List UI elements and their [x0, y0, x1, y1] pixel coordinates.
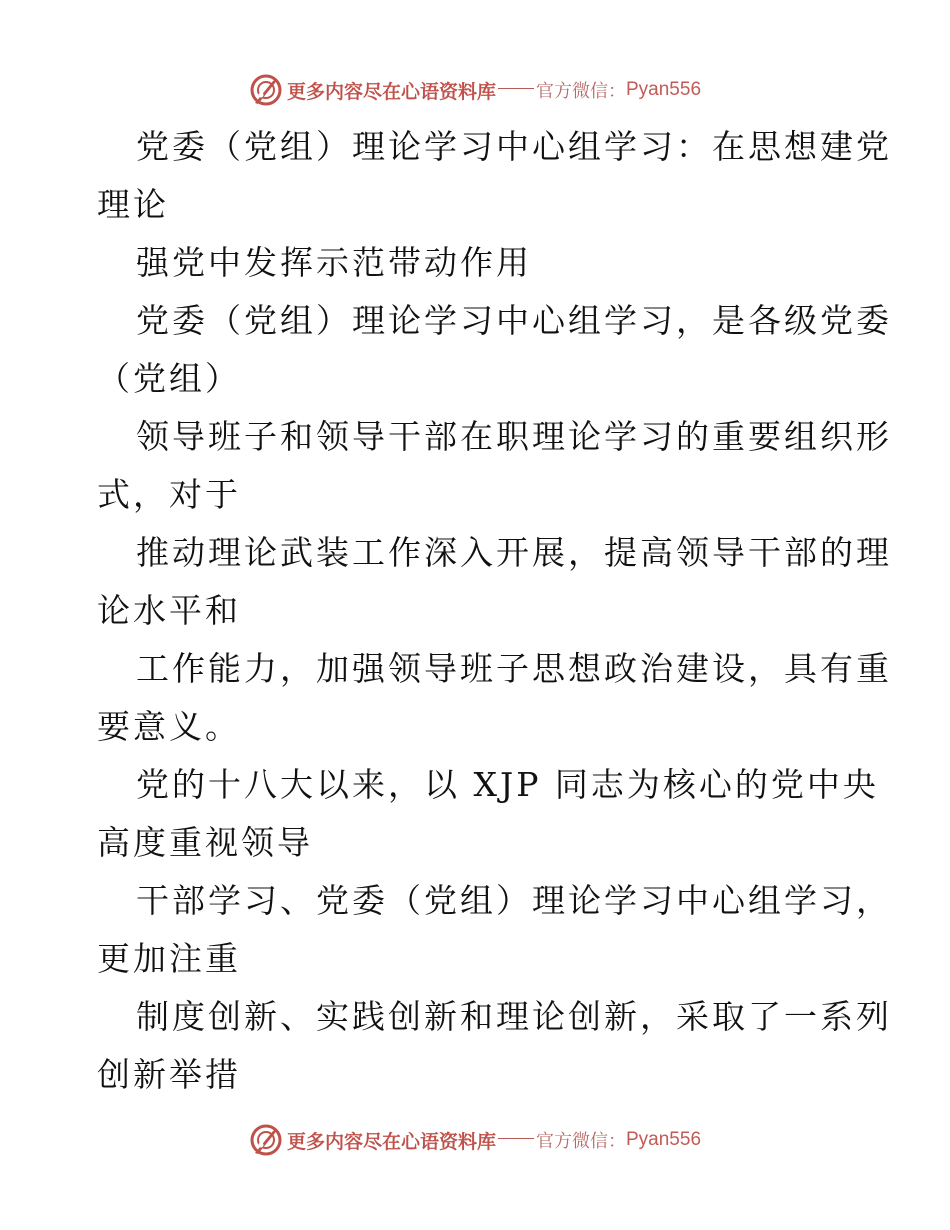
text-line: 高度重视领导: [97, 823, 313, 862]
header-watermark: [0, 70, 950, 110]
text-line: 领导班子和领导干部在职理论学习的重要组织形: [136, 417, 892, 456]
text-line: 推动理论武装工作深入开展，提高领导干部的理: [136, 533, 892, 572]
text-line: 理论: [97, 185, 169, 224]
text-line: 干部学习、党委（党组）理论学习中心组学习，: [136, 881, 892, 920]
watermark-main-text: 更多内容尽在心语资料库: [286, 1130, 496, 1153]
text-line: 制度创新、实践创新和理论创新，采取了一系列: [136, 997, 892, 1036]
watermark-main-text: 更多内容尽在心语资料库: [286, 80, 496, 103]
text-line: 论水平和: [97, 591, 241, 630]
watermark-sub-text: 官方微信：: [536, 1131, 626, 1152]
text-line: 要意义。: [97, 707, 241, 746]
text-line: 式，对于: [97, 475, 241, 514]
watermark-wechat-id: Pyan556: [626, 1129, 702, 1150]
quill-logo-icon: [249, 73, 283, 107]
text-line: （党组）: [97, 359, 241, 398]
text-line: 创新举措: [97, 1055, 241, 1094]
document-body: [97, 118, 892, 1104]
quill-logo-icon: [249, 1123, 283, 1157]
watermark-sub-text: 官方微信：: [536, 81, 626, 102]
text-line: 党的十八大以来，以 XJP 同志为核心的党中央: [136, 765, 879, 804]
watermark-dash: [498, 1138, 534, 1139]
watermark-dash: [498, 88, 534, 89]
text-line: 工作能力，加强领导班子思想政治建设，具有重: [136, 649, 892, 688]
text-line: 更加注重: [97, 939, 241, 978]
watermark-wechat-id: Pyan556: [626, 79, 702, 100]
text-line: 强党中发挥示范带动作用: [136, 243, 532, 282]
text-line: 党委（党组）理论学习中心组学习，是各级党委: [136, 301, 892, 340]
text-line: 党委（党组）理论学习中心组学习：在思想建党: [136, 127, 892, 166]
footer-watermark: [0, 1120, 950, 1160]
